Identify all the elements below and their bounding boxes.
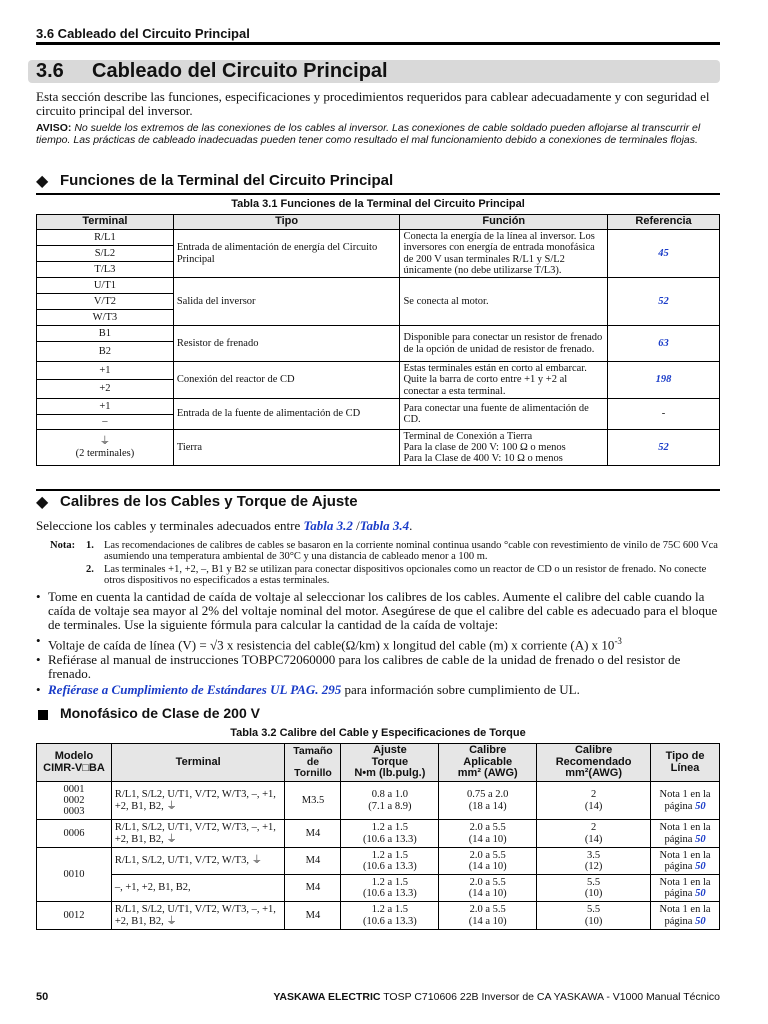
table2-header: Calibre Aplicable mm² (AWG) [439,744,537,782]
bullet-braking [36,653,726,681]
section-title: Cableado del Circuito Principal [92,60,388,82]
ul-suffix: para información sobre cumplimiento de UL. [341,682,580,697]
terminal-cell: –, +1, +2, B1, B2, [111,875,285,902]
subsection-title-3: Monofásico de Clase de 200 V [60,705,260,721]
link-tabla-3-2[interactable]: Tabla 3.2 [303,518,353,533]
select-suffix: . [409,518,413,533]
reference-value[interactable]: 198 [655,374,672,386]
header-rule [36,42,720,45]
funcion-cell: Terminal de Conexión a Tierra Para la clase de 200 V: 100 Ω o menos Para la Clase de 400 V: 10 Ω o menos [400,430,608,466]
tornillo-cell: M4 [285,848,341,875]
select-sep: / [352,518,360,533]
funcion-cell: Disponible para conectar un resistor de frenado de la opción de unidad de resistor de frenado. [400,326,608,362]
terminal-cell: ⏚ (2 terminales) [37,430,174,466]
aplicable-cell: 2.0 a 5.5 (14 a 10) [439,875,537,902]
table2-header: Ajuste Torque N•m (lb.pulg.) [341,744,439,782]
modelo-cell: 0006 [37,820,112,848]
reference-link[interactable] [608,278,720,326]
modelo-cell: 0012 [37,902,112,930]
funcion-cell: Conecta la energía de la línea al inversor. Los inversores con energía de entrada monofásica de 200 V usan terminales R/L1 y S/L2 únicamente (no debe utilizarse T/L3). [400,230,608,278]
page-link[interactable]: 50 [695,915,706,927]
select-cables-line [36,518,412,534]
table2-header: Calibre Recomendado mm²(AWG) [537,744,651,782]
select-prefix: Seleccione los cables y terminales adecuados entre [36,518,304,533]
notes-label: Nota: [50,540,76,551]
link-tabla-3-4[interactable]: Tabla 3.4 [359,518,410,533]
tornillo-cell: M3.5 [285,782,341,820]
table2-header: Terminal [111,744,285,782]
aplicable-cell: 0.75 a 2.0 (18 a 14) [439,782,537,820]
tipo-linea-cell [651,820,720,848]
terminal-cell: T/L3 [37,262,174,278]
intro-paragraph: Esta sección describe las funciones, especificaciones y procedimientos requeridos para cablear adecuadamente y con seguridad el circuito principal del inversor. [36,89,710,118]
notice [36,123,726,146]
bullet-icon: • [36,589,41,604]
funcion-cell: Estas terminales están en corto al embarcar. Quite la barra de corto entre +1 y +2 al conectar a esta terminal. [400,362,608,399]
square-icon [38,710,48,720]
funcion-cell: Se conecta al motor. [400,278,608,326]
bullet-ul [36,683,726,697]
ajuste-cell: 1.2 a 1.5 (10.6 a 13.3) [341,848,439,875]
tipo-linea-cell [651,848,720,875]
terminal-cell: B2 [37,342,174,362]
table-row [37,902,720,930]
terminal-cell: – [37,415,174,430]
reference-cell: - [608,399,720,430]
aplicable-cell: 2.0 a 5.5 (14 a 10) [439,848,537,875]
terminal-cell: B1 [37,326,174,342]
table-cable-gauge [36,743,720,930]
subsection-rule-1 [36,193,720,195]
notice-label: AVISO: [36,122,72,134]
tornillo-cell: M4 [285,875,341,902]
modelo-cell: 0001 0002 0003 [37,782,112,820]
modelo-cell: 0010 [37,848,112,902]
page-link[interactable]: 50 [695,888,706,899]
diamond-icon: ◆ [36,173,49,190]
link-ul-compliance[interactable]: Refiérase a Cumplimiento de Estándares UL PAG. 295 [48,682,342,697]
bullet-text [48,683,726,697]
table-row [37,782,720,820]
terminal-cell: W/T3 [37,310,174,326]
table1-header: Función [400,215,608,230]
table1-header: Terminal [37,215,174,230]
tipo-linea-cell [651,902,720,930]
table1-header: Referencia [608,215,720,230]
table2-header: Tamaño de Tornillo [285,744,341,782]
table2-header: Modelo CIMR-V□BA [37,744,112,782]
note-number: 1. [86,540,94,551]
table-row [37,848,720,875]
subsection-rule-2 [36,489,720,491]
reference-link[interactable] [608,326,720,362]
terminal-cell: U/T1 [37,278,174,294]
table-row [37,820,720,848]
nota-text: Nota 1 en la página [659,789,711,812]
bullet-text: Refiérase al manual de instrucciones TOBPC72060000 para los calibres de cable de la unidad de frenado o del resistor de frenado. [48,652,681,681]
section-number: 3.6 [36,60,64,82]
bullet-text: Tome en cuenta la cantidad de caída de voltaje al seleccionar los calibres de los cables. Aumente el calibre del cable cuando la caída de voltaje sea mayor al 2% del voltaje nominal del motor. Asegúrese de que el calibre del cable es adecuado para el bloque de terminales. Use la siguiente fórmula para calcular la cantidad de la caída de voltaje: [48,589,718,632]
tornillo-cell: M4 [285,820,341,848]
terminal-cell: V/T2 [37,294,174,310]
subsection-title-1: Funciones de la Terminal del Circuito Principal [60,172,394,189]
bullet-icon: • [36,652,41,667]
terminal-cell: R/L1, S/L2, U/T1, V/T2, W/T3, –, +1, +2, B1, B2, ⏚ [111,820,285,848]
table1-caption: Tabla 3.1 Funciones de la Terminal del Circuito Principal [231,198,525,210]
nota-text: Nota 1 en la página [659,904,711,927]
terminal-cell: R/L1, S/L2, U/T1, V/T2, W/T3, –, +1, +2, B1, B2, ⏚ [111,782,285,820]
recomendado-cell: 5.5 (10) [537,875,651,902]
page-link[interactable]: 50 [695,800,706,812]
nota-text: Nota 1 en la página [659,822,711,845]
table-terminal-functions [36,214,720,466]
ajuste-cell: 1.2 a 1.5 (10.6 a 13.3) [341,875,439,902]
footer-brand: YASKAWA ELECTRIC [273,991,381,1003]
terminal-cell: R/L1 [37,230,174,246]
footer-doc-title: TOSP C710606 22B Inversor de CA YASKAWA - V1000 Manual Técnico [380,991,720,1003]
tipo-cell: Salida del inversor [173,278,400,326]
reference-value[interactable]: 52 [658,441,669,453]
recomendado-cell: 3.5 (12) [537,848,651,875]
subsection-title-2: Calibres de los Cables y Torque de Ajuste [60,493,358,510]
terminal-cell: S/L2 [37,246,174,262]
terminal-cell: +1 [37,399,174,415]
diamond-icon: ◆ [36,494,49,511]
reference-link[interactable] [608,430,720,466]
ajuste-cell: 1.2 a 1.5 (10.6 a 13.3) [341,820,439,848]
formula-text: Voltaje de caída de línea (V) = √3 x resistencia del cable(Ω/km) x longitud del cable (m) x corriente (A) x 10 [48,637,615,653]
recomendado-cell: 5.5 (10) [537,902,651,930]
formula-exponent: -3 [614,636,622,646]
reference-value[interactable]: 63 [658,337,669,349]
page-link[interactable]: 50 [695,833,706,845]
note-text: Las terminales +1, +2, –, B1 y B2 se utilizan para conectar dispositivos opcionales como un reactor de CD o un resistor de frenado. No conecte otros dispositivos no especificados a estas terminales. [104,564,707,586]
running-header: 3.6 Cableado del Circuito Principal [36,26,250,41]
recomendado-cell: 2 (14) [537,820,651,848]
table-row [37,875,720,902]
notice-text: No suelde los extremos de las conexiones de los cables al inversor. Las conexiones de cable soldado pueden aflojarse al transcurrir el tiempo. Las prácticas de cableado inadecuadas pueden tener como resultado el mal funcionamiento debido a conexiones de terminales flojas. [36,122,701,146]
note-number: 2. [86,564,94,575]
terminal-cell: +2 [37,380,174,399]
bullet-icon: • [36,633,41,648]
bullet-text [48,634,726,652]
page-number: 50 [36,991,49,1003]
tipo-cell: Entrada de la fuente de alimentación de CD [173,399,400,430]
table1-header: Tipo [173,215,400,230]
page-link[interactable]: 50 [695,861,706,872]
tipo-cell: Conexión del reactor de CD [173,362,400,399]
aplicable-cell: 2.0 a 5.5 (14 a 10) [439,820,537,848]
table2-header: Tipo de Línea [651,744,720,782]
recomendado-cell: 2 (14) [537,782,651,820]
table2-caption: Tabla 3.2 Calibre del Cable y Especificaciones de Torque [230,727,526,739]
tipo-cell: Tierra [173,430,400,466]
nota-text: Nota 1 en la página [659,876,711,899]
reference-link[interactable] [608,362,720,399]
aplicable-cell: 2.0 a 5.5 (14 a 10) [439,902,537,930]
tipo-cell: Entrada de alimentación de energía del Circuito Principal [173,230,400,278]
note-text: Las recomendaciones de calibres de cables se basaron en la corriente nominal continua usando °cable con revestimiento de vinilo de 75C 600 Vca asumiendo una temperatura ambiental de 30°C y una distancia de cableado menor a 100 m. [104,540,718,562]
bullet-voltage-drop [36,590,726,632]
tornillo-cell: M4 [285,902,341,930]
bullet-formula [36,634,726,652]
nota-text: Nota 1 en la página [659,849,711,872]
reference-link[interactable] [608,230,720,278]
funcion-cell: Para conectar una fuente de alimentación de CD. [400,399,608,430]
terminal-cell: +1 [37,362,174,380]
tipo-linea-cell [651,875,720,902]
terminal-cell: R/L1, S/L2, U/T1, V/T2, W/T3, –, +1, +2, B1, B2, ⏚ [111,902,285,930]
reference-value[interactable]: 52 [658,295,669,307]
ajuste-cell: 1.2 a 1.5 (10.6 a 13.3) [341,902,439,930]
tipo-cell: Resistor de frenado [173,326,400,362]
terminal-cell: R/L1, S/L2, U/T1, V/T2, W/T3, ⏚ [111,848,285,875]
tipo-linea-cell [651,782,720,820]
reference-value[interactable]: 45 [658,247,669,259]
bullet-icon: • [36,682,41,697]
ajuste-cell: 0.8 a 1.0 (7.1 a 8.9) [341,782,439,820]
footer-doc [273,991,720,1003]
